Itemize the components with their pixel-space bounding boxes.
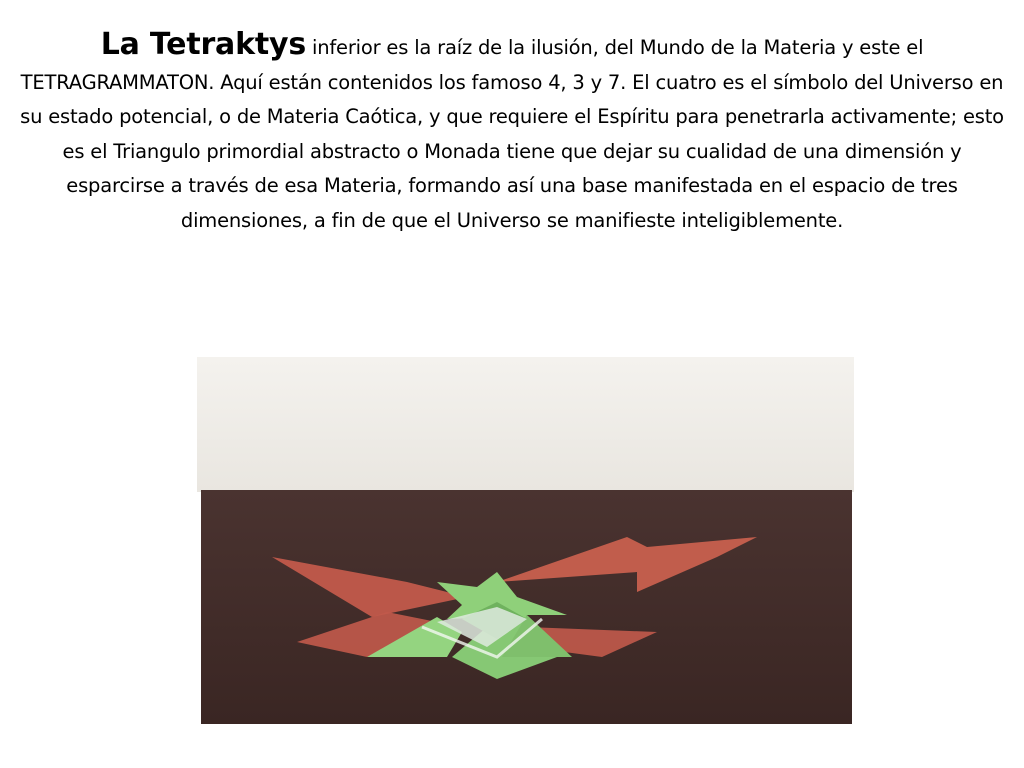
tetraktys-photo — [197, 357, 854, 724]
tetraktys-photo-drawing — [197, 357, 854, 724]
slide-paragraph — [14, 28, 1010, 238]
body-text: inferior es la raíz de la ilusión, del Mundo de la Materia y este el TETRAGRAMMATON. Aquí están contenidos los famoso 4, 3 y 7. El cuatro es el símbolo del Universo en su estado potencial, o de Materia Caótica, y que requiere el Espíritu para penetrarla activamente; esto es el Triangulo primordial abstracto o Monada tiene que dejar su cualidad de una dimensión y esparcirse a través de esa Materia, formando así una base manifestada en el espacio de tres dimensiones, a fin de que el Universo se manifieste inteligiblemente. — [20, 36, 1004, 232]
lead-term: La Tetraktys — [100, 27, 307, 62]
photo-wall — [197, 357, 854, 492]
